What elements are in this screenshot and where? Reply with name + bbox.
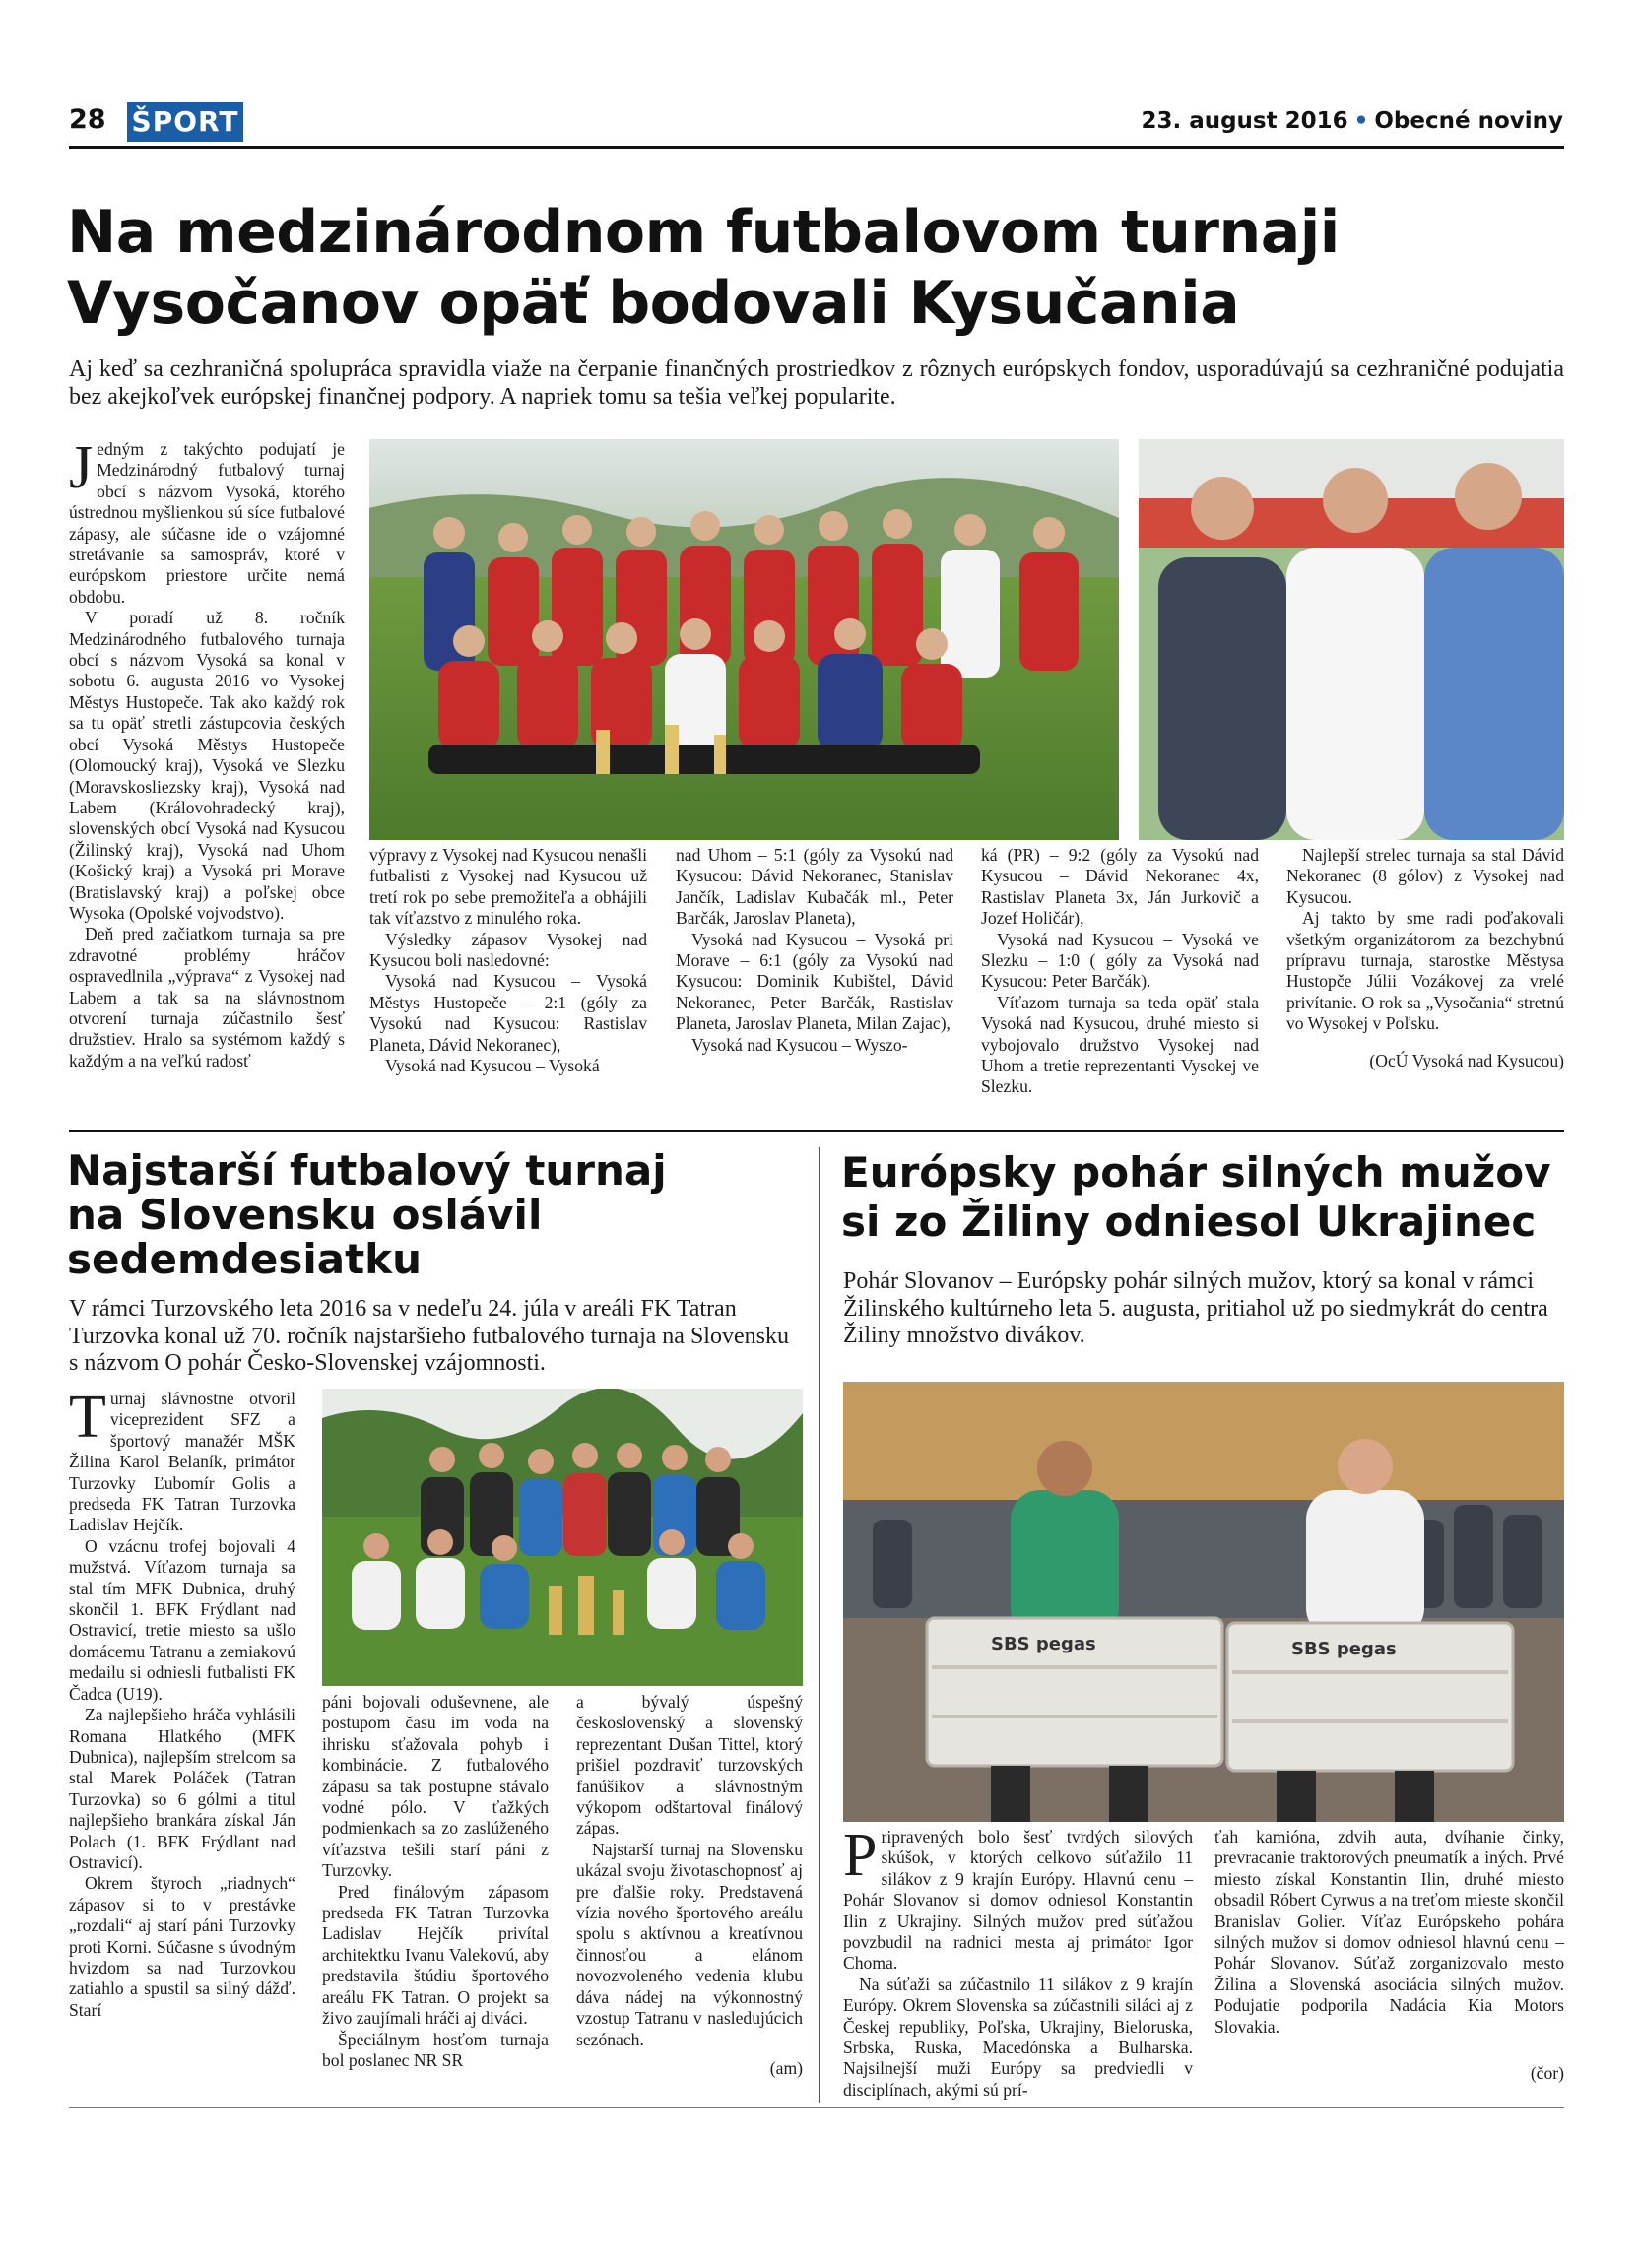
photo-label-right: SBS pegas <box>1291 1639 1397 1659</box>
article1-title-line1: Na medzinárodnom futbalovom turnaji <box>67 198 1340 267</box>
article2-col3-p1: a bývalý úspešný československý a slovenský reprezentant Dušan Tittel, ktorý prišiel pozdraviť turzovských fanúšikov a slávnostným výkopom odštartoval finálový zápas. <box>576 1692 803 1839</box>
article2-col3 <box>576 1692 803 2079</box>
article1-bottom-rule <box>69 1130 1564 1132</box>
article1-col4 <box>981 845 1259 1098</box>
article1-col1-p2: V poradí už 8. ročník Medzinárodného futbalového turnaja obcí s názvom Vysoká sa konal v sobotu 6. augusta 2016 vo Vysokej Městys Hustopeče. Tak ako každý rok sa tu opäť stretli zástupcovia českých obcí Vysoká Městys Hustopeče (Olomoucký kraj), Vysoká ve Slezku (Moravskosliezsky kraj), Vysoká nad Labem (Královohradecký kraj), slovenských obcí Vysoká nad Kysucou (Žilinský kraj), Vysoká nad Uhom (Košický kraj) a Vysoká pri Morave (Bratislavský kraj) a poľskej obce Wysoka (Opolské vojvodstvo). <box>69 608 345 923</box>
article3-signature: (čor) <box>1530 2063 1564 2084</box>
article2-signature: (am) <box>769 2057 803 2078</box>
section-label: ŠPORT <box>127 102 243 142</box>
article3-col2 <box>1214 1827 1564 2084</box>
article2-title-line1: Najstarší futbalový turnaj <box>67 1146 667 1195</box>
page-number: 28 <box>69 104 106 135</box>
article3-col1-p1: Pripravených bolo šesť tvrdých silových skúšok, v ktorých celkovo súťažilo 11 silákov z 9 krajín Európy. Hlavnú cenu – Pohár Slovanov si domov odniesol Konstantin Ilin z Ukrajiny. Silných mužov pred súťažou povzbudil na radnici mesta aj primátor Igor Choma. <box>843 1822 1193 1974</box>
article2-col2-p3: Špeciálnym hosťom turnaja bol poslanec NR SR <box>322 2029 549 2070</box>
article1-col2-p1: výpravy z Vysokej nad Kysucou nenašli futbalisti z Vysokej nad Kysucou už tretí rok po sebe premožiteľa a obhájili tak víťazstvo z minulého roka. <box>369 845 647 929</box>
article1-col1-p3: Deň pred začiatkom turnaja sa pre zdravotné problémy hráčov ospravedlnila „výprava“ z Vysokej nad Labem a tak sa na slávnostnom otvorení turnaja zúčastnilo šesť družstiev. Hralo sa systémom každý s každým a na veľkú radosť <box>69 924 345 1070</box>
team-photo <box>369 439 1119 840</box>
article1-col4-p2: Vysoká nad Kysucou – Vysoká ve Slezku – 1:0 ( góly za Vysoká nad Kysucou: Peter Barčák). <box>981 929 1259 992</box>
article2-lead: V rámci Turzovského leta 2016 sa v nedeľu 24. júla v areáli FK Tatran Turzovka konal už 70. ročník najstaršieho futbalového turnaja na Slovensku s názvom O pohár Česko-Slovenskej vzájomnosti. <box>69 1296 789 1376</box>
article2-col2-p2: Pred finálovým zápasom predseda FK Tatran Turzovka Ladislav Hejčík privítal architektku Ivanu Valekovú, aby predstavila štúdiu športového areálu FK Tatran. O projekt sa živo zaujímali hráči aj diváci. <box>322 1881 549 2029</box>
article1-signature: (OcÚ Vysoká nad Kysucou) <box>1369 1050 1564 1070</box>
article1-col1-p1: Jedným z takýchto podujatí je Medzinárodný futbalový turnaj obcí s názvom Vysoká, ktorého ústrednou myšlienkou sú síce futbalové zápasy, ale súčasne ide o vzájomné stretávanie sa samospráv, ktoré v európskom priestore určite nemá obdobu. <box>69 434 345 607</box>
article1-title <box>67 197 1340 339</box>
issue-date: 23. august 2016 <box>1141 108 1348 134</box>
article1-col4-p1: ká (PR) – 9:2 (góly za Vysokú nad Kysucou – Dávid Nekoranec 4x, Rastislav Planeta 3x, Ján Jurkovič a Jozef Holičár), <box>981 845 1259 929</box>
column-divider <box>819 1147 820 2103</box>
article1-col2-p2: Výsledky zápasov Vysokej nad Kysucou boli nasledovné: <box>369 929 647 971</box>
photo-label-left: SBS pegas <box>991 1634 1096 1654</box>
article1-title-line2: Vysočanov opäť bodovali Kysučania <box>67 269 1240 338</box>
article1-col5-p2: Aj takto by sme radi poďakovali všetkým organizátorom za bezchybnú prípravu turnaja, starostke Městysa Hustopče Júlii Vozákovej za vrelé privítanie. O rok sa „Vysočania“ stretnú vo Wysokej v Poľsku. <box>1286 908 1564 1034</box>
article2-col2-p1: páni bojovali oduševnene, ale postupom času im voda na ihrisku sťažovala pohyb i kombinácie. Z futbalového zápasu sa tak postupne stávalo vodné pólo. V ťažkých podmienkach sa zo zaslúženého víťazstva tešili starí páni z Turzovky. <box>322 1692 549 1881</box>
article1-col3 <box>676 845 953 1056</box>
header-rule <box>69 146 1564 149</box>
article1-col1 <box>69 434 345 1071</box>
header-right <box>1141 108 1563 134</box>
strongmen-photo <box>843 1382 1564 1822</box>
article2-col1-p3: Za najlepšieho hráča vyhlásili Romana Hlatkého (MFK Dubnica), najlepším strelcom sa stal Marek Poláček (Tatran Turzovka) so 6 gólmi a titul najlepšieho brankára získal Ján Polach (1. BFK Frýdlant nad Ostravicí). <box>69 1705 295 1872</box>
article3-title-line1: Európsky pohár silných mužov <box>841 1148 1551 1197</box>
article2-title <box>67 1148 667 1281</box>
article3-col2-p1: ťah kamióna, zdvih auta, dvíhanie činky, prevracanie traktorových pneumatík a iných. Prvé miesto získal Konstantin Ilin, druhé miesto obsadil Róbert Cyrwus a na treťom mieste skončil Branislav Golier. Víťaz Európskeho pohára silných mužov si domov odniesol hlavnú cenu – Pohár Slovanov. Súťaž zorganizovalo mesto Žilina a Slovenská asociácia silných mužov. Podujatie podporila Nadácia Kia Motors Slovakia. <box>1214 1827 1564 2037</box>
article2-col3-p2: Najstarší turnaj na Slovensku ukázal svoju životaschopnosť aj pre ďalšie roky. Predstavená vízia nového športového areálu spolu s aktívnou a kreatívnou činnosťou a elánom novozvoleného vedenia klubu dáva nádej na výkonnostný vzostup Tatranu v nasledujúcich sezónach. <box>576 1839 803 2049</box>
officials-photo <box>1139 439 1564 840</box>
article3-lead: Pohár Slovanov – Európsky pohár silných mužov, ktorý sa konal v rámci Žilinského kultúrneho leta 5. augusta, pritiahol už po siedmykrát do centra Žiliny množstvo divákov. <box>843 1268 1548 1348</box>
article1-lead: Aj keď sa cezhraničná spolupráca spravidla viaže na čerpanie finančných prostriedkov z rôznych európskych fondov, usporadúvajú sa cezhraničné podujatia bez akejkoľvek európskej finančnej podpory. A napriek tomu sa tešia veľkej popularite. <box>69 356 1564 410</box>
article1-col3-p2: Vysoká nad Kysucou – Vysoká pri Morave – 6:1 (góly za Vysokú nad Kysucou: Dominik Kubištel, Dávid Nekoranec, Peter Barčák, Rastislav Planeta, Jaroslav Planeta, Milan Zajac), <box>676 929 953 1034</box>
article1-col3-p1: nad Uhom – 5:1 (góly za Vysokú nad Kysucou: Dávid Nekoranec, Stanislav Jančík, Ladislav Kubačák ml., Peter Barčák, Jaroslav Planeta), <box>676 845 953 929</box>
article1-col2-p4: Vysoká nad Kysucou – Vysoká <box>385 1056 600 1076</box>
dropcap: T <box>69 1384 106 1451</box>
article1-col2 <box>369 845 647 1076</box>
page-bottom-rule <box>69 2107 1564 2108</box>
veterans-photo <box>322 1389 803 1686</box>
article2-col1-p4: Okrem štyroch „riadnych“ zápasov si to v prestávke „rozdali“ aj starí páni Turzovky proti Korni. Súčasne s úvodným hvizdom sa nad Turzovkou zatiahlo a spustil sa silný dážď. Starí <box>69 1873 295 2020</box>
dropcap: P <box>843 1822 878 1889</box>
article2-title-line2: na Slovensku oslávil <box>67 1191 543 1239</box>
article3-title <box>841 1148 1550 1247</box>
article1-col4-p3: Víťazom turnaja sa teda opäť stala Vysoká nad Kysucou, druhé miesto si vybojovalo družstvo Vysokej nad Uhom a tretie reprezentanti Vysokej ve Slezku. <box>981 992 1259 1097</box>
article2-col2 <box>322 1692 549 2071</box>
article1-col2-p3: Vysoká nad Kysucou – Vysoká Městys Hustopeče – 2:1 (góly za Vysokú nad Kysucou: Rastislav Planeta, Dávid Nekoranec), <box>369 971 647 1055</box>
header-bullet: • <box>1353 108 1369 134</box>
article2-col1-p2: O vzácnu trofej bojovali 4 mužstvá. Víťazom turnaja sa stal tím MFK Dubnica, druhý skončil 1. BFK Frýdlant nad Ostravicí, tretie miesto sa ušlo domácemu Tatranu a zemiakovú medailu si odniesli futbalisti FK Čadca (U19). <box>69 1535 295 1704</box>
article3-col1 <box>843 1822 1193 2101</box>
article2-title-line3: sedemdesiatku <box>67 1235 422 1283</box>
article3-col1-p2: Na súťaži sa zúčastnilo 11 silákov z 9 krajín Európy. Okrem Slovenska sa zúčastnili siláci aj z Českej republiky, Poľska, Ukrajiny, Bieloruska, Srbska, Ruska, Macedónska a Bulharska. Najsilnejší muži Európy sa predviedli v disciplínach, akými sú prí- <box>843 1974 1193 2100</box>
article2-col1 <box>69 1384 295 2021</box>
article3-title-line2: si zo Žiliny odniesol Ukrajinec <box>841 1198 1537 1246</box>
article2-col1-p1: Turnaj slávnostne otvoril viceprezident SFZ a športový manažér MŠK Žilina Karol Belaník, primátor Turzovky Ľubomír Golis a predseda FK Tatran Turzovka Ladislav Hejčík. <box>69 1384 295 1535</box>
article1-col5-p1: Najlepší strelec turnaja sa stal Dávid Nekoranec (8 gólov) z Vysokej nad Kysucou. <box>1286 845 1564 907</box>
article1-col5 <box>1286 845 1564 1071</box>
dropcap: J <box>69 434 94 501</box>
article1-col3-p3: Vysoká nad Kysucou – Wyszo- <box>691 1034 908 1055</box>
paper-name: Obecné noviny <box>1374 108 1563 134</box>
